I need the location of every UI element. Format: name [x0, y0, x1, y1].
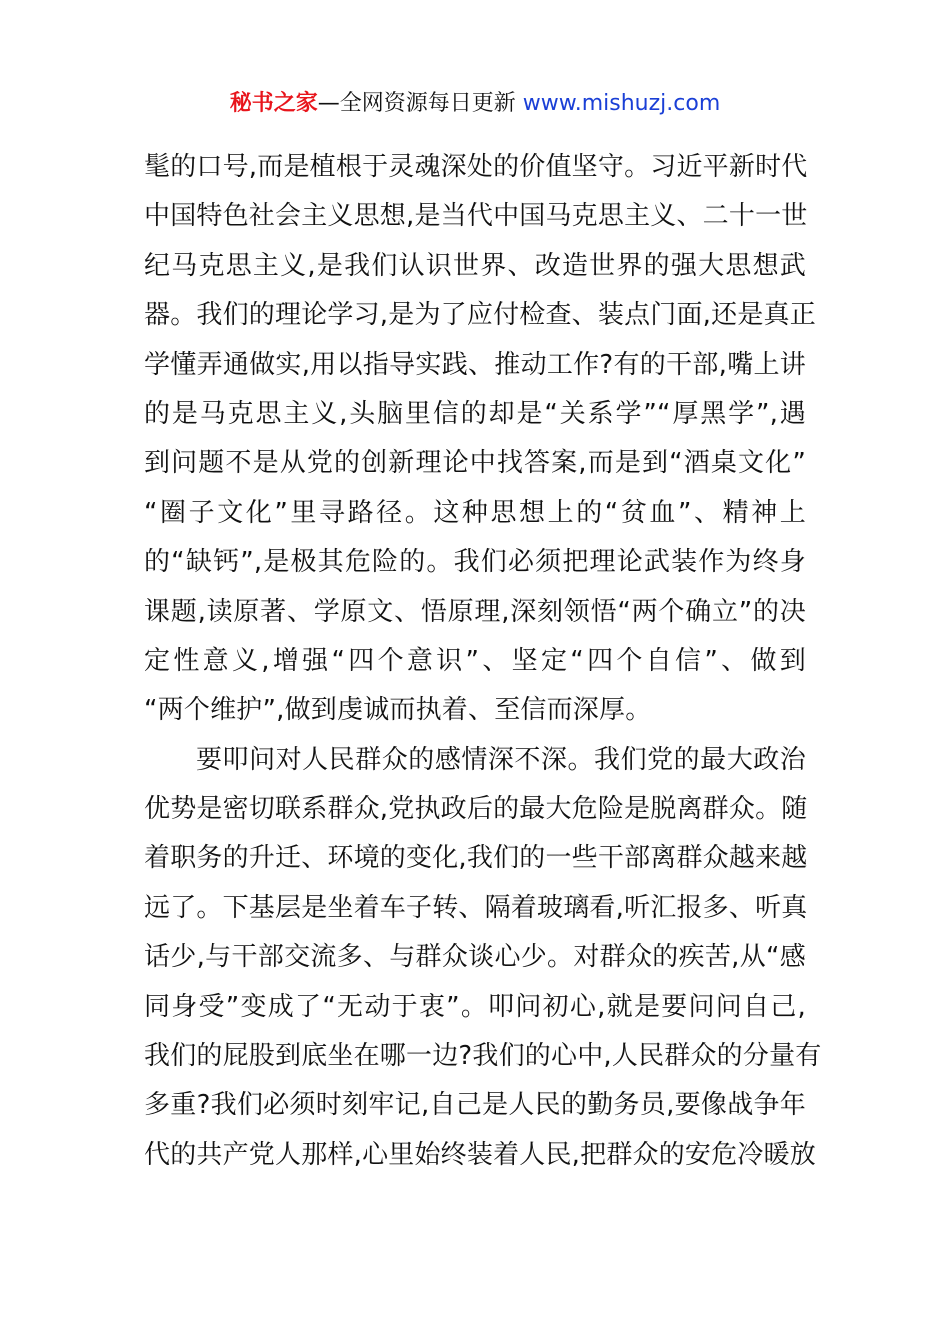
- text-line: 的“缺钙”,是极其危险的。我们必须把理论武装作为终身: [144, 547, 806, 578]
- text-line: 学懂弄通做实,用以指导实践、推动工作?有的干部,嘴上讲: [144, 349, 806, 380]
- text-line: 着职务的升迁、环境的变化,我们的一些干部离群众越来越: [144, 843, 808, 874]
- text-line: “两个维护”,做到虔诚而执着、至信而深厚。: [144, 695, 652, 726]
- text-line: 远了。下基层是坐着车子转、隔着玻璃看,听汇报多、听真: [144, 892, 808, 923]
- text-line: 要叩问对人民群众的感情深不深。我们党的最大政治: [196, 744, 806, 775]
- text-line: 纪马克思主义,是我们认识世界、改造世界的强大思想武: [144, 250, 806, 281]
- text-line: 代的共产党人那样,心里始终装着人民,把群众的安危冷暖放: [144, 1139, 816, 1170]
- text-line: “圈子文化”里寻路径。这种思想上的“贫血”、精神上: [144, 497, 806, 528]
- text-line: 课题,读原著、学原文、悟原理,深刻领悟“两个确立”的决: [144, 596, 806, 627]
- text-line: 的是马克思主义,头脑里信的却是“关系学”“厚黑学”,遇: [144, 398, 806, 429]
- text-line: 多重?我们必须时刻牢记,自己是人民的勤务员,要像战争年: [144, 1090, 806, 1121]
- text-line: 器。我们的理论学习,是为了应付检查、装点门面,还是真正: [144, 300, 816, 331]
- text-line: 定性意义,增强“四个意识”、坚定“四个自信”、做到: [144, 645, 806, 676]
- site-brand: 秘书之家: [229, 91, 318, 116]
- text-line: 同身受”变成了“无动于衷”。叩问初心,就是要问问自己,: [144, 991, 806, 1022]
- text-line: 话少,与干部交流多、与群众谈心少。对群众的疾苦,从“感: [144, 942, 806, 973]
- site-header: [0, 88, 950, 120]
- article-body: [144, 143, 822, 1180]
- text-line: 髦的口号,而是植根于灵魂深处的价值坚守。习近平新时代: [144, 152, 808, 182]
- text-line: 中国特色社会主义思想,是当代中国马克思主义、二十一世: [144, 201, 808, 232]
- site-tagline: —全网资源每日更新: [317, 91, 523, 116]
- text-line: 我们的屁股到底坐在哪一边?我们的心中,人民群众的分量有: [144, 1041, 822, 1072]
- text-line: 到问题不是从党的创新理论中找答案,而是到“酒桌文化”: [144, 448, 806, 479]
- text-line: 优势是密切联系群众,党执政后的最大危险是脱离群众。随: [144, 794, 808, 825]
- site-url-link[interactable]: www.mishuzj.com: [522, 91, 721, 116]
